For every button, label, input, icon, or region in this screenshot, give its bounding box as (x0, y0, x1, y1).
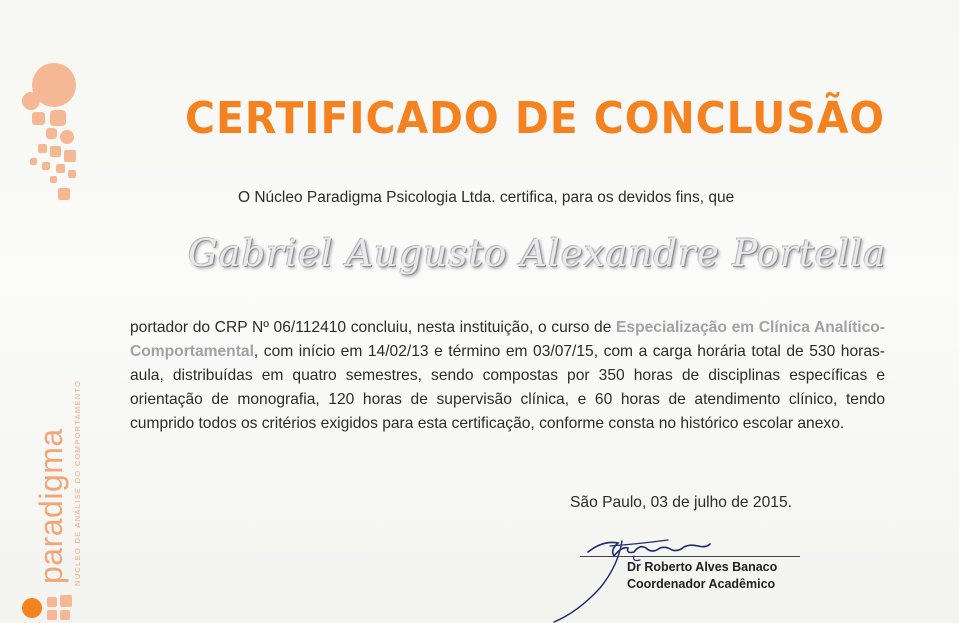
body-suffix: , com início em 14/02/13 e término em 03/07/15, com a carga horária total de 530 horas-aula, distribuídas em quatro semestres, sendo compostas por 350 horas de disciplinas específicas e orientação de monografia, 120 horas de supervisão clínica, e 60 horas de atendimento clínico, tendo cumprido todos os critérios exigidos para esta certificação, conforme consta no histórico escolar anexo. (130, 343, 885, 432)
brand-name: paradigma (33, 428, 69, 584)
course-name: Especialização em Clínica Analítico-Comportamental (130, 319, 885, 360)
handwritten-signature (548, 526, 738, 623)
certificate-intro: O Núcleo Paradigma Psicologia Ltda. certifica, para os devidos fins, que (238, 189, 735, 206)
place-date: São Paulo, 03 de julho de 2015. (570, 494, 792, 511)
certificate-title: CERTIFICADO DE CONCLUSÃO (185, 93, 886, 144)
certificate-body (130, 316, 885, 436)
recipient-name: Gabriel Augusto Alexandre Portella (188, 232, 887, 275)
brand-logo-dots (20, 60, 80, 205)
brand-bottom-dots (22, 594, 78, 623)
brand-wordmark (28, 379, 82, 595)
brand-tagline: NÚCLEO DE ANÁLISE DO COMPORTAMENTO (73, 379, 82, 586)
signer-name: Dr Roberto Alves Banaco (627, 560, 778, 574)
signer-role: Coordenador Acadêmico (627, 577, 776, 591)
body-prefix: portador do CRP Nº 06/112410 concluiu, nesta instituição, o curso de (130, 319, 617, 336)
